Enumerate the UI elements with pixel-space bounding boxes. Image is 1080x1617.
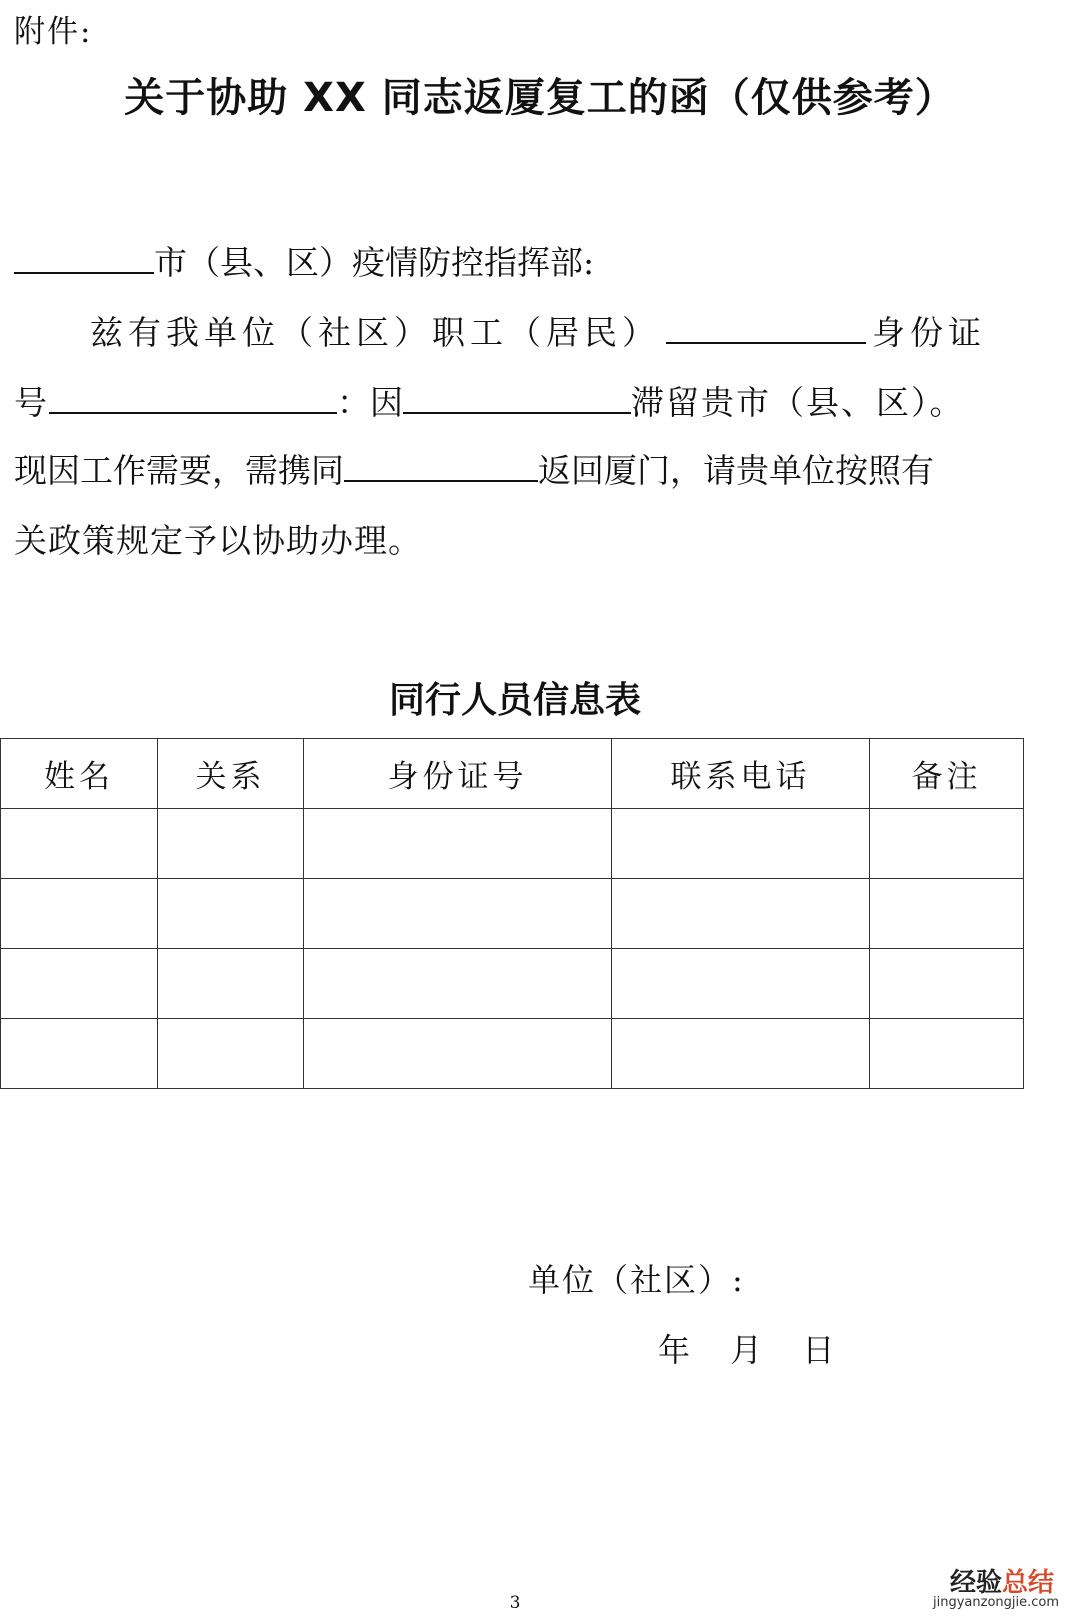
table-cell[interactable] [304,1019,612,1089]
table-cell[interactable] [612,879,870,949]
table-cell[interactable] [612,1019,870,1089]
header-relation: 关系 [158,739,304,809]
table-row [1,879,1024,949]
header-phone: 联系电话 [612,739,870,809]
table-cell[interactable] [612,949,870,1019]
table-row [1,949,1024,1019]
body-line-2-end: 滞留贵市（县、区）。 [631,383,965,422]
blank-id-number[interactable] [49,380,337,414]
table-cell[interactable] [1,949,158,1019]
table-cell[interactable] [870,809,1024,879]
addressee-line [14,240,594,286]
table-cell[interactable] [158,949,304,1019]
companion-info-table [0,738,1024,1089]
blank-city[interactable] [14,240,154,274]
document-title: 关于协助 XX 同志返厦复工的函（仅供参考） [124,75,956,121]
blank-reason[interactable] [403,380,631,414]
signature-date: 年 月 日 [658,1331,835,1369]
table-row [1,809,1024,879]
addressee-text: 市（县、区）疫情防控指挥部: [154,243,595,282]
table-header-row [1,739,1024,809]
table-cell[interactable] [1,879,158,949]
table-cell[interactable] [304,949,612,1019]
table-title: 同行人员信息表 [388,680,641,721]
table-cell[interactable] [870,949,1024,1019]
body-line-1-text: 兹有我单位（社区）职工（居民） [90,313,660,352]
body-line-1-end: 身份证 [872,313,986,352]
body-line-4: 关政策规定予以协助办理。 [14,521,422,560]
body-line-3-start: 现因工作需要，需携同 [14,451,344,490]
body-line-3-end: 返回厦门，请贵单位按照有 [538,451,934,490]
table-cell[interactable] [158,809,304,879]
body-line-2 [14,380,965,426]
table-cell[interactable] [158,879,304,949]
table-cell[interactable] [304,879,612,949]
watermark-url: jingyanzongjie.com [933,1595,1060,1610]
table-cell[interactable] [612,809,870,879]
page-number: 3 [509,1593,521,1613]
table-cell[interactable] [158,1019,304,1089]
table-cell[interactable] [870,1019,1024,1089]
watermark-text-1: 经验 [950,1568,1003,1598]
header-name: 姓名 [1,739,158,809]
signature-unit: 单位（社区）: [528,1261,745,1299]
header-remarks: 备注 [870,739,1024,809]
table-cell[interactable] [870,879,1024,949]
body-line-1 [90,310,986,356]
table-row [1,1019,1024,1089]
table-cell[interactable] [304,809,612,879]
blank-employee-name[interactable] [666,310,866,344]
table-cell[interactable] [1,1019,158,1089]
body-line-2-mid: ：因 [337,383,403,422]
body-line-2-start: 号 [14,383,47,422]
attachment-label: 附件: [14,14,93,50]
watermark-text-2: 总结 [1002,1568,1055,1598]
body-line-3 [14,448,934,494]
blank-companions[interactable] [344,448,538,482]
table-cell[interactable] [1,809,158,879]
watermark-logo [950,1562,1054,1599]
header-id-number: 身份证号 [304,739,612,809]
